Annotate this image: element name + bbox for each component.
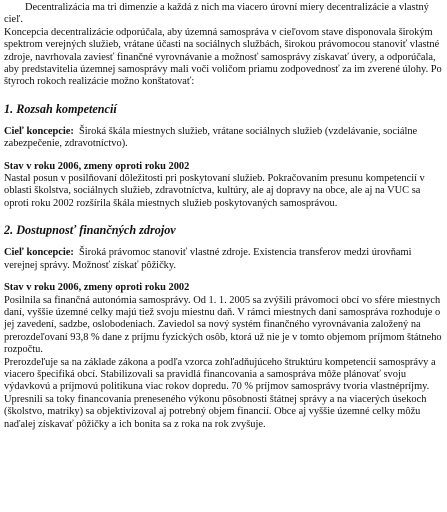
goal-text: Široká právomoc stanoviť vlastné zdroje. Existencia transferov medzi úrovňami verejnej správy. Možnosť získať pôžičky.: [4, 247, 412, 271]
section-1-goal: [4, 126, 442, 151]
intro-paragraph-2: Koncepcia decentralizácie odporúčala, aby územná samospráva v cieľovom stave disponovala širokým spektrom verejných služieb, vrátane účasti na sociálnych službách, širokou právomocou stanoviť vlastné zdroje, navrhovala zaviesť finančné vyrovnávanie a možnosť samosprávy získavať úvery, a odporúčala, aby predstavitelia územnej samosprávy mali voči voličom priamu zodpovednosť za im zverené úlohy. Po štyroch rokoch realizácie možno konštatovať:: [4, 26, 442, 88]
section-2-status-text-2: Prerozdeľuje sa na základe zákona a podľa vzorca zohľadňujúceho štruktúru kompetencií samosprávy a viacero špecifiká obcí. Stabilizovali sa pravidlá financovania a samospráva môže plánovať svoju výdavkovú a príjmovú politikuna viac rokov dopredu. 70 % príjmov samosprávy tvoria vlastnépríjmy. Upresnili sa toky financovania preneseného výkonu pôsobnosti štátnej správy a na viacerých úsekoch (školstvo, matriky) sa objektivizoval aj potrebný objem financií. Obce aj vyššie územné celky môžu naďalej získavať pôžičky a ich bonita sa z roka na rok zvyšuje.: [4, 356, 436, 430]
document-body: [4, 2, 442, 431]
section-1-heading: 1. Rozsah kompetencií: [4, 101, 117, 116]
section-2-heading: 2. Dostupnosť finančných zdrojov: [4, 223, 176, 238]
goal-label: Cieľ koncepcie:: [4, 125, 74, 137]
section-2-status-text-1: Posilnila sa finančná autonómia samosprávy. Od 1. 1. 2005 sa zvýšili právomoci obcí vo sfére miestnych daní, vyššie územné celky majú tiež svoju miestnu daň. V rámci miestnych daní samospráva rozhoduje o jej zavedení, sadzbe, oslobodeniach. Zaviedol sa nový systém finančného vyrovnávania založený na prerozdeľovaní 93,8 % dane z príjmu fyzických osôb, ktorá už nie je v tomto objemom príjmom štátneho rozpočtu.: [4, 294, 442, 356]
section-1-status-text: Nastal posun v posilňovaní dôležitosti pri poskytovaní služieb. Pokračovaním presunu kompetencií v oblasti školstva, sociálnych služieb, zdravotníctva, kultúry, ale aj dopravy na obce, ale aj na VUC sa oproti roku 2002 rozšírila škála miestnych služieb poskytovaných samosprávou.: [4, 173, 425, 209]
goal-text: Široká škála miestnych služieb, vrátane sociálnych služieb (vzdelávanie, sociálne zabezpečenie, zdravotníctvo).: [4, 125, 418, 150]
section-1-status-heading: Stav v roku 2006, zmeny oproti roku 2002: [4, 160, 190, 172]
section-2-status-heading: Stav v roku 2006, zmeny oproti roku 2002: [4, 282, 190, 294]
goal-label: Cieľ koncepcie:: [4, 247, 74, 259]
intro-paragraph-1: Decentralizácia ma tri dimenzie a každá z nich ma viacero úrovní miery decentralizácie a vlastný cieľ.: [4, 2, 429, 26]
section-2-goal: [4, 247, 442, 272]
